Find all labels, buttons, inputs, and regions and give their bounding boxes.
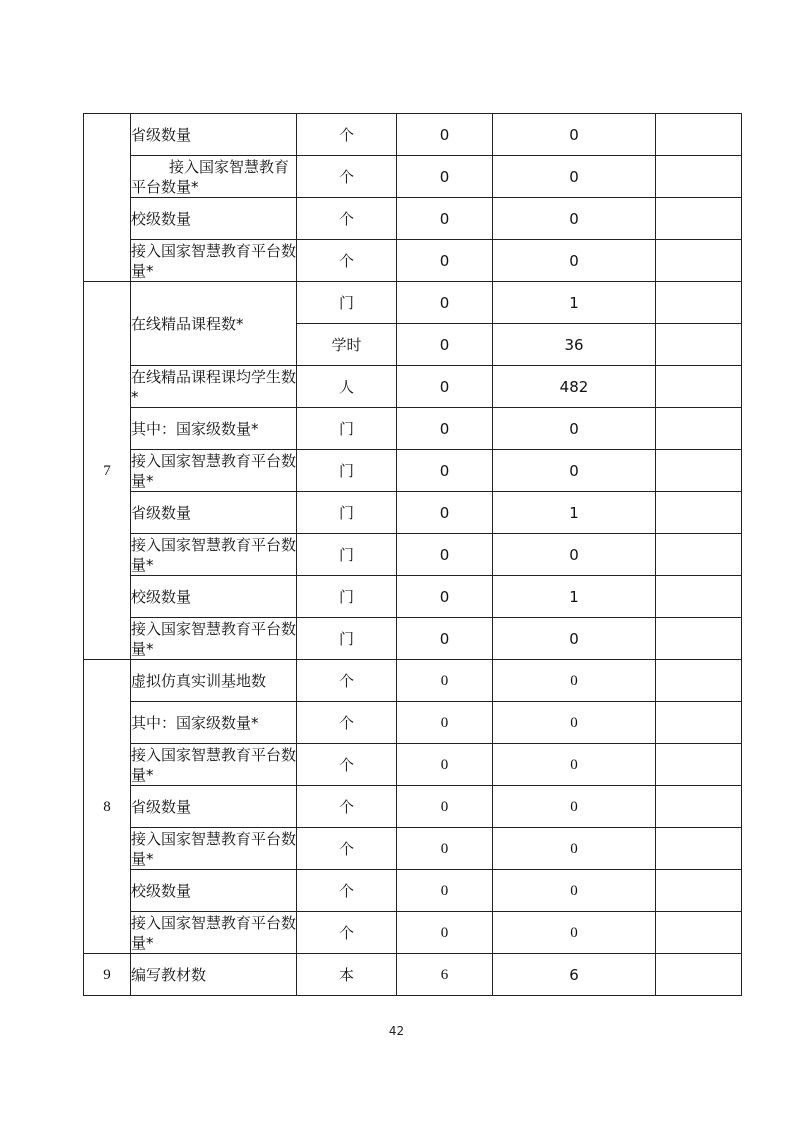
- item-cell: 接入国家智慧教育平台数量*: [131, 535, 297, 574]
- unit-cell: 个: [297, 660, 397, 702]
- table-row: [84, 744, 742, 786]
- table-row: [84, 534, 742, 576]
- value-cell: 0: [493, 660, 656, 702]
- note-cell: [656, 786, 742, 828]
- table-row: [84, 408, 742, 450]
- value-cell: 0: [397, 324, 493, 366]
- item-cell: 其中：国家级数量*: [131, 408, 297, 450]
- unit-cell: 门: [297, 534, 397, 576]
- unit-cell: 个: [297, 870, 397, 912]
- note-cell: [656, 240, 742, 282]
- value-cell: 0: [397, 870, 493, 912]
- note-cell: [656, 870, 742, 912]
- item-cell: 接入国家智慧教育平台数量*: [131, 156, 297, 198]
- unit-cell: 人: [297, 366, 397, 408]
- page-number: 42: [388, 1024, 405, 1038]
- item-cell: 在线精品课程课均学生数*: [131, 367, 297, 406]
- note-cell: [656, 828, 742, 870]
- table-row: [84, 366, 742, 408]
- item-cell: 接入国家智慧教育平台数量*: [131, 619, 297, 658]
- value-cell: 0: [397, 702, 493, 744]
- value-cell: 0: [493, 240, 656, 282]
- item-cell: 编写教材数: [131, 954, 297, 996]
- value-cell: 0: [397, 408, 493, 450]
- value-cell: 0: [493, 156, 656, 198]
- seq-cell-7: 7: [84, 282, 131, 660]
- value-cell: 0: [397, 282, 493, 324]
- table-row: [84, 702, 742, 744]
- table-row: [84, 450, 742, 492]
- seq-cell-continued: [84, 114, 131, 282]
- note-cell: [656, 114, 742, 156]
- unit-cell: 门: [297, 492, 397, 534]
- unit-cell: 个: [297, 198, 397, 240]
- value-cell: 6: [493, 954, 656, 996]
- seq-cell-8: 8: [84, 660, 131, 954]
- value-cell: 0: [397, 450, 493, 492]
- item-cell: 接入国家智慧教育平台数量*: [131, 451, 297, 490]
- note-cell: [656, 450, 742, 492]
- value-cell: 1: [493, 282, 656, 324]
- value-cell: 0: [493, 114, 656, 156]
- item-cell: 在线精品课程数*: [131, 282, 297, 366]
- value-cell: 0: [397, 366, 493, 408]
- unit-cell: 个: [297, 114, 397, 156]
- unit-cell: 个: [297, 744, 397, 786]
- item-cell: 校级数量: [131, 198, 297, 240]
- value-cell: 482: [493, 366, 656, 408]
- table-row: [84, 618, 742, 660]
- unit-cell: 门: [297, 618, 397, 660]
- statistics-table: [83, 113, 742, 996]
- note-cell: [656, 198, 742, 240]
- value-cell: 0: [397, 828, 493, 870]
- value-cell: 0: [493, 828, 656, 870]
- table-row: [84, 660, 742, 702]
- value-cell: 0: [397, 576, 493, 618]
- value-cell: 36: [493, 324, 656, 366]
- note-cell: [656, 618, 742, 660]
- note-cell: [656, 156, 742, 198]
- item-cell: 省级数量: [131, 786, 297, 828]
- value-cell: 1: [493, 492, 656, 534]
- item-cell: 接入国家智慧教育平台数量*: [131, 745, 297, 784]
- table-row: [84, 870, 742, 912]
- table-row: [84, 828, 742, 870]
- item-cell: 接入国家智慧教育平台数量*: [131, 241, 297, 280]
- note-cell: [656, 954, 742, 996]
- value-cell: 0: [397, 198, 493, 240]
- item-cell: 校级数量: [131, 576, 297, 618]
- note-cell: [656, 576, 742, 618]
- value-cell: 0: [397, 744, 493, 786]
- unit-cell: 个: [297, 240, 397, 282]
- value-cell: 0: [397, 114, 493, 156]
- item-cell: 接入国家智慧教育平台数量*: [131, 829, 297, 868]
- table-row: [84, 282, 742, 324]
- note-cell: [656, 282, 742, 324]
- value-cell: 0: [493, 912, 656, 954]
- table-row: [84, 912, 742, 954]
- value-cell: 0: [493, 450, 656, 492]
- table-row: [84, 198, 742, 240]
- value-cell: 0: [397, 156, 493, 198]
- value-cell: 0: [493, 702, 656, 744]
- value-cell: 0: [493, 534, 656, 576]
- value-cell: 0: [493, 786, 656, 828]
- unit-cell: 个: [297, 786, 397, 828]
- value-cell: 0: [493, 198, 656, 240]
- note-cell: [656, 366, 742, 408]
- value-cell: 0: [397, 660, 493, 702]
- item-cell: 接入国家智慧教育平台数量*: [131, 913, 297, 952]
- unit-cell: 个: [297, 828, 397, 870]
- value-cell: 0: [493, 744, 656, 786]
- unit-cell: 个: [297, 702, 397, 744]
- value-cell: 0: [493, 408, 656, 450]
- value-cell: 0: [397, 912, 493, 954]
- note-cell: [656, 702, 742, 744]
- value-cell: 6: [397, 954, 493, 996]
- unit-cell: 个: [297, 156, 397, 198]
- note-cell: [656, 492, 742, 534]
- value-cell: 0: [397, 786, 493, 828]
- table-row: [84, 240, 742, 282]
- table-row: [84, 492, 742, 534]
- item-cell: 其中：国家级数量*: [131, 702, 297, 744]
- unit-cell: 门: [297, 282, 397, 324]
- value-cell: 0: [397, 240, 493, 282]
- note-cell: [656, 324, 742, 366]
- unit-cell: 门: [297, 576, 397, 618]
- value-cell: 0: [397, 618, 493, 660]
- table-row: [84, 786, 742, 828]
- table-row: [84, 954, 742, 996]
- note-cell: [656, 408, 742, 450]
- value-cell: 0: [397, 534, 493, 576]
- table-row: [84, 156, 742, 198]
- seq-cell-9: 9: [84, 954, 131, 996]
- item-cell: 校级数量: [131, 870, 297, 912]
- note-cell: [656, 912, 742, 954]
- value-cell: 0: [493, 618, 656, 660]
- value-cell: 0: [397, 492, 493, 534]
- value-cell: 0: [493, 870, 656, 912]
- table-row: [84, 576, 742, 618]
- unit-cell: 个: [297, 912, 397, 954]
- unit-cell: 门: [297, 450, 397, 492]
- unit-cell: 门: [297, 408, 397, 450]
- table-row: [84, 114, 742, 156]
- note-cell: [656, 744, 742, 786]
- unit-cell: 学时: [297, 324, 397, 366]
- note-cell: [656, 534, 742, 576]
- item-cell: 省级数量: [131, 492, 297, 534]
- item-cell: 省级数量: [131, 114, 297, 156]
- note-cell: [656, 660, 742, 702]
- item-cell: 虚拟仿真实训基地数: [131, 660, 297, 702]
- unit-cell: 本: [297, 954, 397, 996]
- value-cell: 1: [493, 576, 656, 618]
